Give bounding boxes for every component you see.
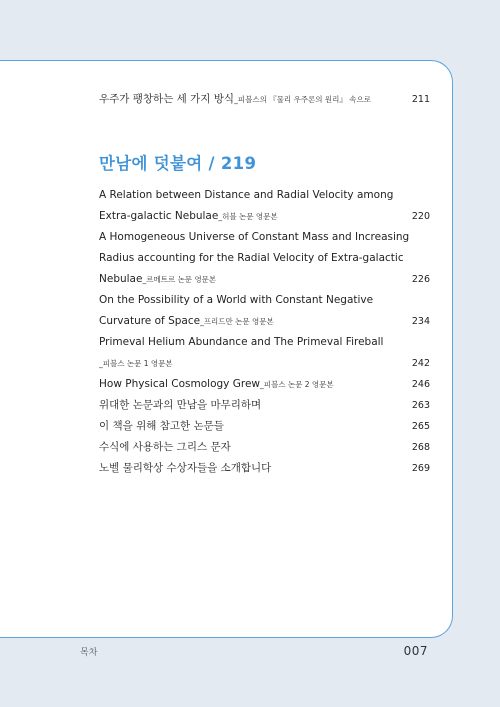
content-card xyxy=(0,60,453,638)
toc-entry-title: 노벨 물리학상 수상자들을 소개합니다 xyxy=(99,462,272,474)
toc-entry-subtitle: _허블 논문 영문본 xyxy=(218,212,278,221)
toc-entry-page: 234 xyxy=(411,316,430,327)
footer-section-label: 목차 xyxy=(80,648,98,658)
toc-entry-text xyxy=(99,272,216,287)
toc-entry-page: 263 xyxy=(411,400,430,411)
toc-entry-line: Primeval Helium Abundance and The Primeval Fireball xyxy=(99,336,384,348)
toc-entry-234[interactable] xyxy=(99,314,430,329)
toc-entry-page: 220 xyxy=(411,211,430,222)
toc-entry-242[interactable] xyxy=(99,356,430,371)
toc-entry-subtitle: _프리드만 논문 영문본 xyxy=(200,317,274,326)
toc-entry-269[interactable] xyxy=(99,461,430,476)
toc-entry-subtitle: _르메트르 논문 영문본 xyxy=(142,275,217,284)
toc-entry-211[interactable] xyxy=(99,92,430,107)
toc-entry-page: 242 xyxy=(411,358,430,369)
toc-entry-page: 211 xyxy=(411,94,430,105)
toc-entry-text xyxy=(99,356,173,371)
toc-entry-title: 이 책을 위해 참고한 논문들 xyxy=(99,420,224,432)
toc-entry-title: 위대한 논문과의 만남을 마무리하며 xyxy=(99,399,262,411)
toc-entry-page: 265 xyxy=(411,421,430,432)
toc-entry-text xyxy=(99,377,334,392)
toc-entry-subtitle: _피블스 논문 2 영문본 xyxy=(260,380,334,389)
toc-entry-text xyxy=(99,314,274,329)
toc-entry-line: A Homogeneous Universe of Constant Mass and Increasing xyxy=(99,231,410,243)
toc-entry-page: 226 xyxy=(411,274,430,285)
toc-entry-line: A Relation between Distance and Radial Velocity among xyxy=(99,189,394,201)
toc-entry-226[interactable] xyxy=(99,272,430,287)
toc-entry-title: Extra-galactic Nebulae xyxy=(99,210,219,222)
toc-entry-page: 268 xyxy=(411,442,430,453)
toc-entry-263[interactable] xyxy=(99,398,430,413)
toc-entry-title: How Physical Cosmology Grew xyxy=(99,378,261,390)
toc-entry-title: Curvature of Space xyxy=(99,315,201,327)
toc-entry-265[interactable] xyxy=(99,419,430,434)
toc-entry-268[interactable] xyxy=(99,440,430,455)
toc-entry-page: 246 xyxy=(411,379,430,390)
toc-entry-subtitle: _피블스의 『물리 우주론의 원리』 속으로 xyxy=(234,95,372,104)
toc-entry-text xyxy=(99,92,371,107)
toc-entry-title: 수식에 사용하는 그리스 문자 xyxy=(99,441,231,453)
toc-entry-line: On the Possibility of a World with Constant Negative xyxy=(99,294,374,306)
toc-entry-subtitle: _피블스 논문 1 영문본 xyxy=(99,359,173,368)
toc-entry-text xyxy=(99,209,278,224)
toc-entry-page: 269 xyxy=(411,463,430,474)
toc-entry-246[interactable] xyxy=(99,377,430,392)
toc-entry-220[interactable] xyxy=(99,209,430,224)
toc-entry-title: 우주가 팽창하는 세 가지 방식 xyxy=(99,93,235,105)
footer-page-number: 007 xyxy=(403,644,428,658)
toc-entry-line: Radius accounting for the Radial Velocity of Extra-galactic xyxy=(99,252,404,264)
toc-entry-title: Nebulae xyxy=(99,273,143,285)
section-title: 만남에 덧붙여 / 219 xyxy=(99,154,257,173)
